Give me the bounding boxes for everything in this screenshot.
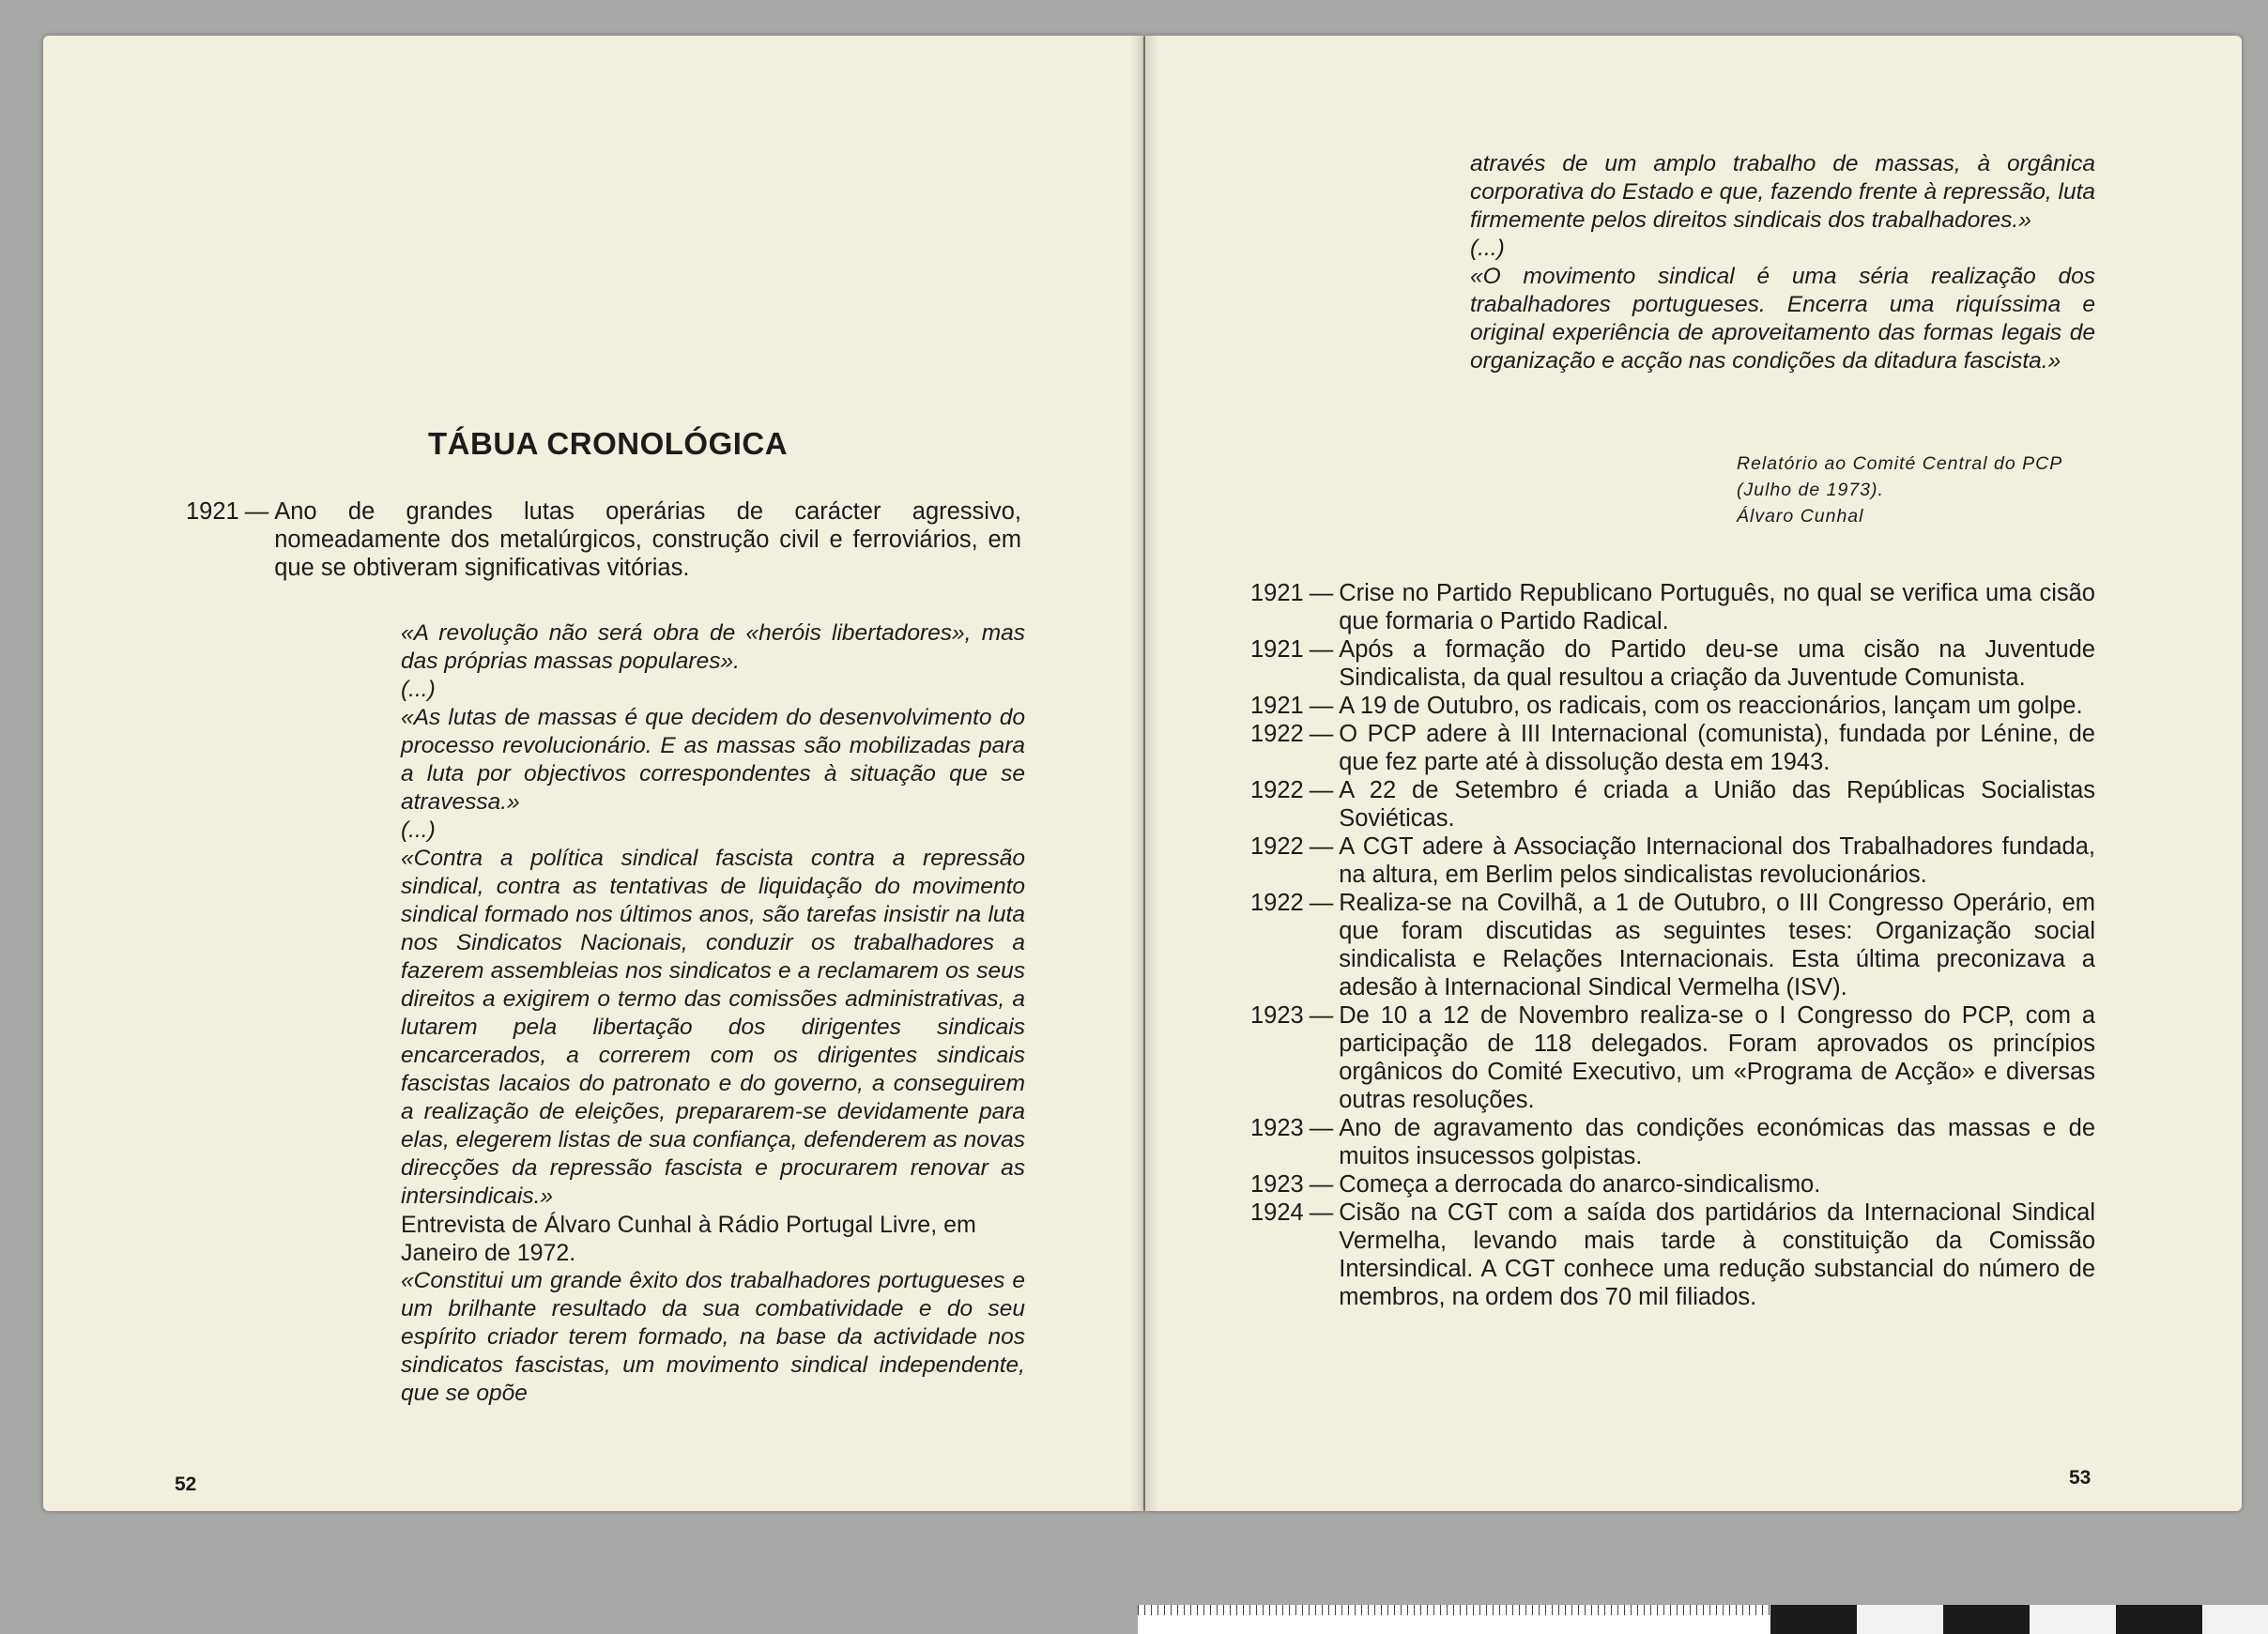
chronology-entry bbox=[186, 497, 1021, 582]
quote-ellipsis: (...) bbox=[401, 677, 436, 702]
entry-dash: — bbox=[1309, 890, 1334, 916]
page-title: TÁBUA CRONOLÓGICA bbox=[428, 426, 789, 461]
entry-dash: — bbox=[1309, 1199, 1334, 1226]
entry-text: A 22 de Setembro é criada a União das Repúblicas Socialistas Soviéticas. bbox=[1339, 777, 2095, 832]
entry-text: O PCP adere à III Internacional (comunista), fundada por Lénine, de que fez parte até à dissolução desta em 1943. bbox=[1339, 721, 2095, 775]
entry-text: A CGT adere à Associação Internacional dos Trabalhadores fundada, na altura, em Berlim pelos sindicalistas revolucionários. bbox=[1339, 833, 2095, 888]
chronology-entry bbox=[1250, 635, 2095, 692]
chronology-entry bbox=[1250, 776, 2095, 832]
source-author: Álvaro Cunhal bbox=[1737, 506, 1864, 527]
entry-year: 1923 bbox=[1250, 1002, 1304, 1029]
entry-text: De 10 a 12 de Novembro realiza-se o I Congresso do PCP, com a participação de 118 delegados. Foram aprovados os princípios orgânicos do Comité Executivo, um «Programa de Acção» e diversas outras resoluções. bbox=[1339, 1002, 2095, 1113]
entry-dash: — bbox=[1309, 721, 1334, 747]
entry-dash: — bbox=[1309, 1002, 1334, 1029]
entry-dash: — bbox=[1309, 1171, 1334, 1198]
interview-source: Entrevista de Álvaro Cunhal à Rádio Portugal Livre, em Janeiro de 1972. bbox=[401, 1212, 976, 1266]
chronology-entry bbox=[1250, 692, 2095, 720]
entry-dash: — bbox=[1309, 580, 1334, 606]
entry-text: Após a formação do Partido deu-se uma cisão na Juventude Sindicalista, da qual resultou a criação da Juventude Comunista. bbox=[1339, 636, 2095, 691]
quote-ellipsis: (...) bbox=[1470, 236, 1505, 261]
entry-dash: — bbox=[1309, 833, 1334, 860]
quote-mass-struggle: «As lutas de massas é que decidem do desenvolvimento do processo revolucionário. E as massas são mobilizadas para a luta por objectivos correspondentes à situação que se atravessa.» bbox=[401, 705, 1025, 815]
entry-year: 1924 bbox=[1250, 1199, 1304, 1226]
quote-revolution: «A revolução não será obra de «heróis libertadores», mas das próprias massas populares». bbox=[401, 620, 1025, 674]
entry-dash: — bbox=[1309, 693, 1334, 719]
chronology-entry bbox=[1250, 832, 2095, 889]
entry-year: 1921 bbox=[1250, 693, 1304, 719]
color-bar bbox=[1770, 1605, 2268, 1634]
entry-text: Começa a derrocada do anarco-sindicalismo. bbox=[1339, 1171, 1821, 1198]
quote-ellipsis: (...) bbox=[401, 817, 436, 843]
entry-text: Crise no Partido Republicano Português, no qual se verifica uma cisão que formaria o Partido Radical. bbox=[1339, 580, 2095, 634]
entry-year: 1921 bbox=[1250, 636, 1304, 663]
entry-text: Ano de grandes lutas operárias de carácter agressivo, nomeadamente dos metalúrgicos, construção civil e ferroviários, em que se obtiveram significativas vitórias. bbox=[274, 498, 1021, 581]
scale-ruler bbox=[1138, 1605, 1770, 1634]
chronology-entry bbox=[1250, 889, 2095, 1001]
entry-year: 1923 bbox=[1250, 1115, 1304, 1141]
entry-dash: — bbox=[244, 498, 269, 525]
page-number-right: 53 bbox=[2069, 1467, 2092, 1489]
chronology-entry bbox=[1250, 1199, 2095, 1311]
entry-year: 1921 bbox=[186, 498, 239, 525]
left-quotes bbox=[401, 619, 1025, 1408]
chronology-entry bbox=[1250, 720, 2095, 776]
chronology-entry bbox=[1250, 1001, 2095, 1114]
entry-year: 1921 bbox=[1250, 580, 1304, 606]
entry-text: Realiza-se na Covilhã, a 1 de Outubro, o III Congresso Operário, em que foram discutidas as seguintes teses: Organização social sindicalista e Relações Internacionais. Esta última preconizava a adesão à Internacional Sindical Vermelha (ISV). bbox=[1339, 890, 2095, 1000]
quote-source bbox=[1737, 450, 2095, 529]
entry-dash: — bbox=[1309, 1115, 1334, 1141]
entry-year: 1923 bbox=[1250, 1171, 1304, 1198]
chronology-list bbox=[1250, 579, 2095, 1311]
entry-text: A 19 de Outubro, os radicais, com os reaccionários, lançam um golpe. bbox=[1339, 693, 2083, 719]
quote-union-movement: «O movimento sindical é uma séria realização dos trabalhadores portugueses. Encerra uma riquíssima e original experiência de aproveitamento das formas legais de organização e acção nas condições da ditadura fascista.» bbox=[1470, 264, 2095, 374]
source-report: Relatório ao Comité Central do PCP (Julho de 1973). bbox=[1737, 453, 2062, 500]
entry-year: 1922 bbox=[1250, 833, 1304, 860]
entry-text: Ano de agravamento das condições económicas das massas e de muitos insucessos golpistas. bbox=[1339, 1115, 2095, 1169]
entry-year: 1922 bbox=[1250, 890, 1304, 916]
chronology-entry bbox=[1250, 579, 2095, 635]
entry-year: 1922 bbox=[1250, 777, 1304, 803]
quote-continued: através de um amplo trabalho de massas, à orgânica corporativa do Estado e que, fazendo frente à repressão, luta firmemente pelos direitos sindicais dos trabalhadores.» bbox=[1470, 151, 2096, 233]
right-quotes bbox=[1470, 150, 2095, 375]
page-number-left: 52 bbox=[175, 1474, 197, 1495]
entry-dash: — bbox=[1309, 636, 1334, 663]
quote-union-success: «Constitui um grande êxito dos trabalhadores portugueses e um brilhante resultado da sua combatividade e do seu espírito criador terem formado, na base da actividade nos sindicatos fascistas, um movimento sindical independente, que se opõe bbox=[401, 1268, 1025, 1406]
entry-text: Cisão na CGT com a saída dos partidários da Internacional Sindical Vermelha, levando mais tarde à constituição da Comissão Intersindical. A CGT conhece uma redução substancial do número de membros, na ordem dos 70 mil filiados. bbox=[1339, 1199, 2095, 1310]
entry-year: 1922 bbox=[1250, 721, 1304, 747]
quote-union-policy: «Contra a política sindical fascista contra a repressão sindical, contra as tentativas de liquidação do movimento sindical formado nos últimos anos, são tarefas insistir na luta nos Sindicatos Nacionais, conduzir os trabalhadores a fazerem assembleias nos sindicatos e a reclamarem os seus direitos a exigirem o termo das comissões administrativas, a lutarem pela libertação dos dirigentes sindicais encarcerados, a correrem com os dirigentes sindicais fascistas lacaios do patronato e do governo, a conseguirem a realização de eleições, prepararem-se devidamente para elas, elegerem listas de sua confiança, defenderem as novas direcções da repressão fascista e procurarem renovar as intersindicais.» bbox=[401, 846, 1025, 1209]
chronology-entry bbox=[1250, 1114, 2095, 1170]
entry-dash: — bbox=[1309, 777, 1334, 803]
chronology-entry bbox=[1250, 1170, 2095, 1199]
